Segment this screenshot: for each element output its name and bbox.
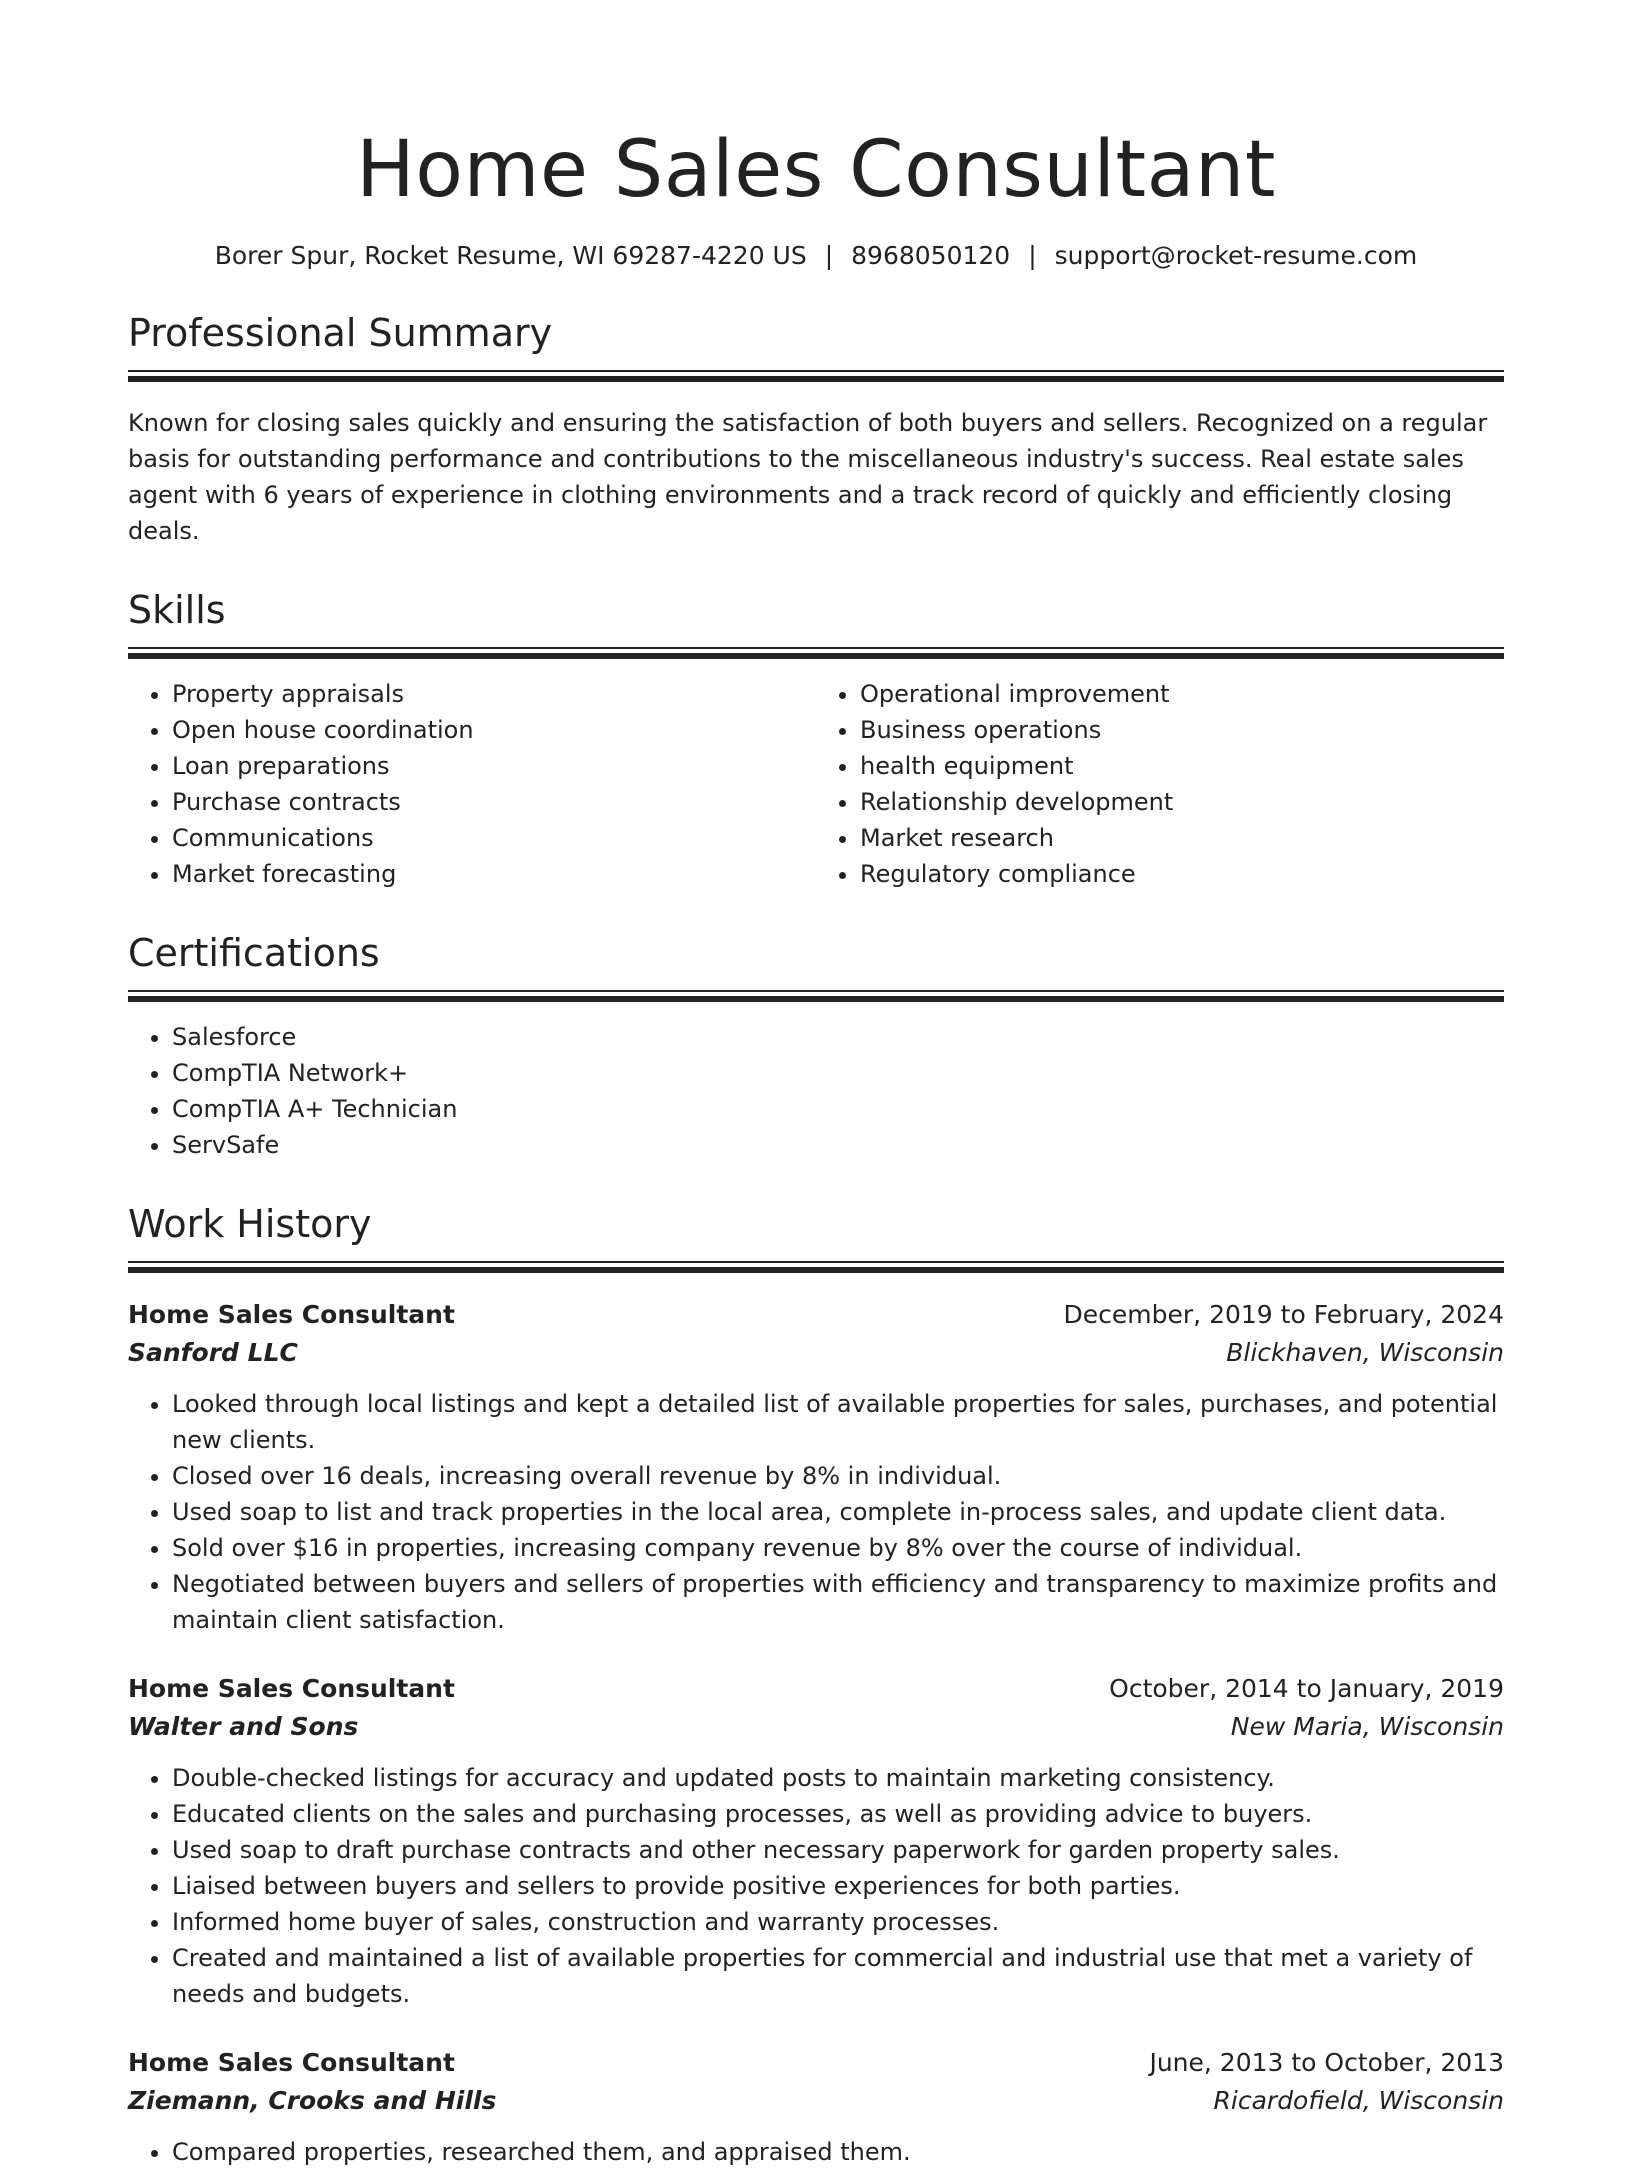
job-bullets <box>128 1760 1504 2012</box>
certifications-list <box>128 1019 1504 1163</box>
section-certifications <box>128 930 1504 1163</box>
job-bullet: • Liaised between buyers and sellers to provide positive experiences for both parties. <box>172 1868 1504 1904</box>
skill-item: • Purchase contracts <box>172 784 816 820</box>
skill-item: • Communications <box>172 820 816 856</box>
job-entry <box>128 1296 1504 1638</box>
job-bullet: • Looked through local listings and kept a detailed list of available properties for sales, purchases, and potential new clients. <box>172 1386 1504 1458</box>
resume-name: Home Sales Consultant <box>356 125 1276 215</box>
skills-list-left <box>128 676 816 892</box>
job-bullet: • Negotiated between buyers and sellers of properties with efficiency and transparency to maximize profits and maintain client satisfaction. <box>172 1566 1504 1638</box>
job-bullet: • Created and maintained a list of available properties for commercial and industrial use that met a variety of needs and budgets. <box>172 1940 1504 2012</box>
skill-item: • Market research <box>860 820 1504 856</box>
job-entry <box>128 1670 1504 2012</box>
skill-item: • Open house coordination <box>172 712 816 748</box>
job-bullet: • Used soap to list and track properties in the local area, complete in-process sales, and update client data. <box>172 1494 1504 1530</box>
skill-item: • Market forecasting <box>172 856 816 892</box>
job-dates: December, 2019 to February, 2024 <box>1063 1300 1504 1329</box>
job-company-row <box>128 1708 1504 1746</box>
skill-item: • Relationship development <box>860 784 1504 820</box>
job-bullet: • Used soap to draft purchase contracts and other necessary paperwork for garden property sales. <box>172 1832 1504 1868</box>
job-title: Home Sales Consultant <box>128 1300 455 1329</box>
contact-separator: | <box>1028 241 1037 270</box>
job-company-row <box>128 1334 1504 1372</box>
job-header-row <box>128 1670 1504 1708</box>
job-bullet: • Double-checked listings for accuracy and updated posts to maintain marketing consistency. <box>172 1760 1504 1796</box>
job-title: Home Sales Consultant <box>128 2048 455 2077</box>
section-title: Certifications <box>128 931 380 975</box>
job-location: Blickhaven, Wisconsin <box>1226 1338 1504 1367</box>
job-header-row <box>128 2044 1504 2082</box>
job-header-row <box>128 1296 1504 1334</box>
job-dates: October, 2014 to January, 2019 <box>1109 1674 1504 1703</box>
skill-item: • Business operations <box>860 712 1504 748</box>
contact-address: Borer Spur, Rocket Resume, WI 69287-4220 US <box>214 241 807 270</box>
contact-phone: 8968050120 <box>851 241 1011 270</box>
section-work-history <box>128 1201 1504 2170</box>
section-title: Skills <box>128 588 226 632</box>
job-location: New Maria, Wisconsin <box>1230 1712 1504 1741</box>
section-divider <box>128 1261 1504 1274</box>
skills-grid <box>128 676 1504 892</box>
job-company-row <box>128 2082 1504 2120</box>
job-title: Home Sales Consultant <box>128 1674 455 1703</box>
job-bullets <box>128 1386 1504 1638</box>
section-title: Work History <box>128 1202 372 1246</box>
skill-item: • Operational improvement <box>860 676 1504 712</box>
section-divider <box>128 647 1504 660</box>
job-bullets <box>128 2134 1504 2170</box>
job-dates: June, 2013 to October, 2013 <box>1149 2048 1504 2077</box>
section-skills <box>128 587 1504 892</box>
job-bullet: • Compared properties, researched them, and appraised them. <box>172 2134 1504 2170</box>
contact-separator: | <box>824 241 834 270</box>
skill-item: • Regulatory compliance <box>860 856 1504 892</box>
skill-item: • health equipment <box>860 748 1504 784</box>
certification-item: • Salesforce <box>172 1019 1504 1055</box>
job-entry <box>128 2044 1504 2170</box>
job-bullet: • Educated clients on the sales and purchasing processes, as well as providing advice to buyers. <box>172 1796 1504 1832</box>
job-company: Ziemann, Crooks and Hills <box>128 2086 497 2115</box>
summary-text: Known for closing sales quickly and ensuring the satisfaction of both buyers and sellers. Recognized on a regular basis for outstanding performance and contributions to the miscellaneous industry's success. Real estate sales agent with 6 years of experience in clothing environments and a track record of quickly and efficiently closing deals. <box>128 409 1488 545</box>
contact-line <box>128 240 1504 272</box>
job-location: Ricardofield, Wisconsin <box>1213 2086 1504 2115</box>
section-divider <box>128 990 1504 1003</box>
job-company: Sanford LLC <box>128 1338 298 1367</box>
job-bullet: • Informed home buyer of sales, construction and warranty processes. <box>172 1904 1504 1940</box>
job-bullet: • Closed over 16 deals, increasing overall revenue by 8% in individual. <box>172 1458 1504 1494</box>
skill-item: • Loan preparations <box>172 748 816 784</box>
section-title: Professional Summary <box>128 311 553 355</box>
certification-item: • ServSafe <box>172 1127 1504 1163</box>
contact-email[interactable]: support@rocket-resume.com <box>1054 241 1418 270</box>
certification-item: • CompTIA Network+ <box>172 1055 1504 1091</box>
section-divider <box>128 370 1504 383</box>
job-company: Walter and Sons <box>128 1712 359 1741</box>
section-summary <box>128 310 1504 549</box>
job-bullet: • Sold over $16 in properties, increasing company revenue by 8% over the course of individual. <box>172 1530 1504 1566</box>
skills-list-right <box>816 676 1504 892</box>
skill-item: • Property appraisals <box>172 676 816 712</box>
certification-item: • CompTIA A+ Technician <box>172 1091 1504 1127</box>
